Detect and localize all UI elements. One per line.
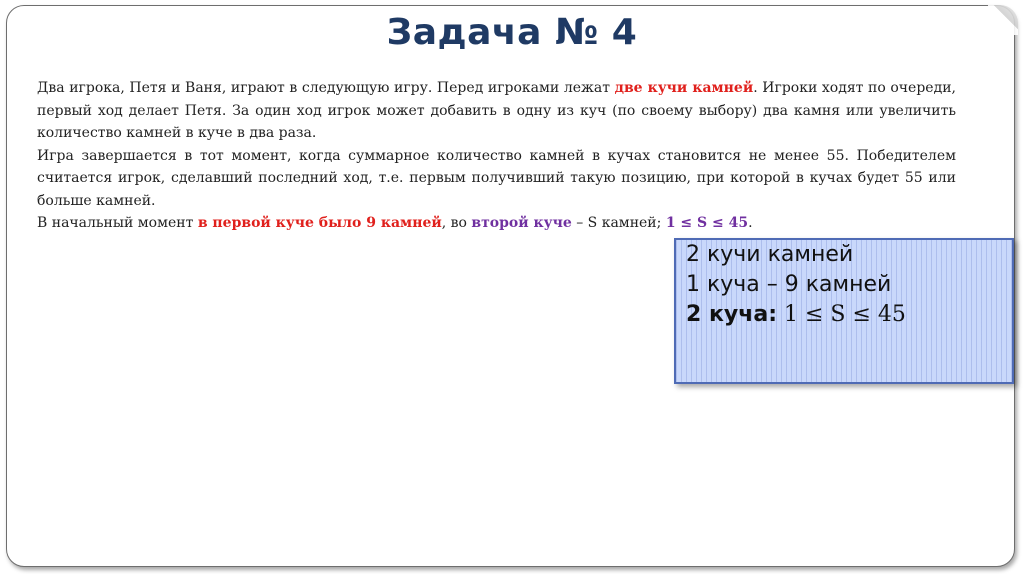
problem-paragraph-3 [37, 212, 956, 235]
summary-line-piles: 2 кучи камней [686, 242, 854, 267]
problem-paragraph-2: Игра завершается в тот момент, когда суммарное количество камней в кучах становится не менее 55. Победителем считается игрок, сделавший последний ход, т.е. первым получивший такую позицию, при которой в кучах будет 55 или больше камней. [37, 147, 956, 209]
problem-statement [37, 77, 956, 235]
summary-line-first-pile: 1 куча – 9 камней [686, 272, 892, 297]
problem-text-segment: , во [441, 215, 472, 231]
problem-text-segment: – S камней; [571, 215, 666, 231]
problem-text-segment: . Игроки ходят по очереди, первый ход делает Петя. За один ход игрок может добавить в одну из куч (по своему выбору) два камня или увеличить количество камней в куче в два раза. [37, 80, 956, 141]
problem-text-segment: В начальный момент [37, 215, 198, 231]
summary-second-pile-range: 1 ≤ S ≤ 45 [777, 302, 906, 327]
page-title: Задача № 4 [386, 12, 638, 53]
summary-box [674, 238, 1014, 384]
problem-paragraph-1 [37, 77, 956, 145]
highlight-second-pile: второй куче [471, 215, 572, 231]
highlight-first-pile: в первой куче было 9 камней [197, 215, 442, 231]
summary-second-pile-label: 2 куча: [686, 302, 777, 327]
summary-line-second-pile [686, 300, 1012, 330]
highlight-two-piles: две кучи камней [614, 80, 754, 96]
problem-text-segment: . [748, 215, 753, 231]
problem-text-segment: Два игрока, Петя и Ваня, играют в следующую игру. Перед игроками лежат [37, 80, 615, 96]
highlight-s-range: 1 ≤ S ≤ 45 [665, 215, 749, 231]
